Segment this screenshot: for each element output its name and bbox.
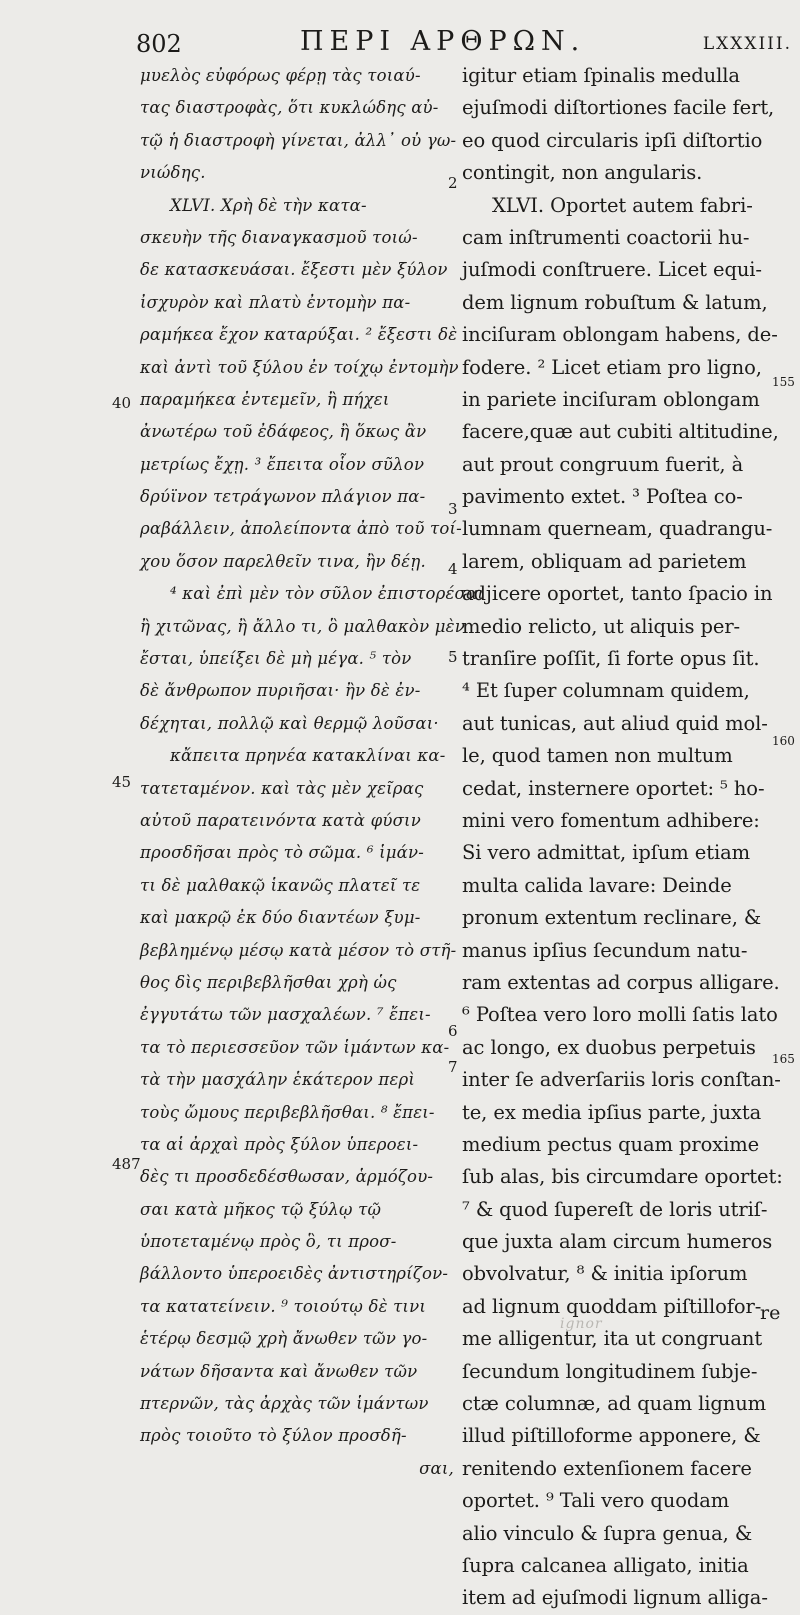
latin-line: cedat, insternere oportet: ⁵ ho-	[462, 776, 765, 800]
latin-line: juſmodi conſtruere. Licet equi-	[462, 258, 762, 282]
latin-line: igitur etiam ſpinalis medulla	[462, 64, 740, 87]
greek-line: ἀνωτέρω τοῦ ἐδάφεος, ἢ ὅκως ἂν	[140, 422, 427, 442]
latin-line: multa calida lavare: Deinde	[462, 873, 732, 897]
latin-line: renitendo extenſionem facere	[462, 1456, 752, 1480]
latin-column	[462, 60, 783, 1615]
gutter-note-number: 4	[448, 560, 458, 578]
greek-line: ραμήκεα ἔχον καταρύξαι. ² ἔξεστι δὲ	[140, 325, 458, 345]
greek-line: χου ὅσον παρελθεῖν τινα, ἢν δέῃ.	[140, 551, 426, 571]
latin-line: medium pectus quam proxime	[462, 1132, 760, 1156]
catchword: re	[760, 1302, 781, 1324]
latin-line: larem, obliquam ad parietem	[462, 549, 747, 573]
greek-line: δε κατασκευάσαι. ἔξεστι μὲν ξύλον	[140, 260, 448, 280]
greek-line: μυελὸς εὐφόρως φέρῃ τὰς τοιαύ-	[140, 66, 421, 85]
latin-line: oportet. ⁹ Tali vero quodam	[462, 1489, 730, 1513]
greek-line: βεβλημένῳ μέσῳ κατὰ μέσον τὸ στῆ-	[140, 940, 457, 960]
greek-line: τα τὸ περιεσσεῦον τῶν ἱμάντων κα-	[140, 1037, 450, 1057]
greek-line: τας διαστροφὰς, ὅτι κυκλώδης αὐ-	[140, 98, 439, 118]
latin-line: item ad ejuſmodi lignum alliga-	[462, 1586, 768, 1610]
latin-line: tranſire poſſit, ſi forte opus ſit.	[462, 647, 760, 671]
greek-line: ὑποτεταμένῳ πρὸς ὃ, τι προσ-	[140, 1232, 397, 1252]
latin-line: ſecundum longitudinem ſubje-	[462, 1359, 758, 1383]
latin-line: ⁴ Et ſuper columnam quidem,	[462, 679, 750, 703]
greek-line: καὶ μακρῷ ἐκ δύο διαντέων ξυμ-	[140, 908, 421, 928]
latin-line: fodere. ² Licet etiam pro ligno,	[462, 355, 762, 379]
greek-line: τα αἱ ἀρχαὶ πρὸς ξύλον ὑπεροει-	[140, 1134, 419, 1154]
latin-line: alio vinculo & ſupra genua, &	[462, 1521, 753, 1545]
greek-line: ἐγγυτάτω τῶν μασχαλέων. ⁷ ἔπει-	[140, 1005, 431, 1025]
greek-column	[140, 60, 485, 1485]
latin-line: lumnam querneam, quadrangu-	[462, 517, 773, 541]
greek-line: ἢ χιτῶνας, ἢ ἄλλο τι, ὃ μαλθακὸν μὲν	[140, 616, 465, 636]
latin-line: in pariete inciſuram oblongam	[462, 387, 760, 411]
section-label: LXXXIII.	[702, 34, 792, 54]
bleed-through-text: ignor	[560, 1316, 603, 1332]
greek-line: ἰσχυρὸν καὶ πλατὺ ἐντομὴν πα-	[140, 292, 411, 312]
greek-line: θος δὶς περιβεβλῆσθαι χρὴ ὡς	[140, 972, 397, 992]
latin-line: eo quod circularis ipſi diſtortio	[462, 128, 763, 152]
greek-line: σαι κατὰ μῆκος τῷ ξύλῳ τῷ	[140, 1199, 382, 1219]
latin-line: te, ex media ipſius parte, juxta	[462, 1100, 762, 1124]
latin-line: ctæ columnæ, ad quam lignum	[462, 1392, 767, 1416]
latin-line: pronum extentum reclinare, &	[462, 906, 762, 930]
latin-line-number: 155	[772, 375, 795, 389]
latin-line: inciſuram oblongam habens, de-	[462, 323, 778, 347]
greek-line: δὲς τι προσδεδέσθωσαν, ἁρμόζου-	[140, 1167, 434, 1187]
latin-line: inter ſe adverſariis loris conſtan-	[462, 1068, 781, 1092]
latin-line: ſub alas, bis circumdare oportet:	[462, 1165, 783, 1189]
greek-line: ἑτέρῳ δεσμῷ χρὴ ἄνωθεν τῶν γο-	[140, 1329, 428, 1349]
greek-line-number: 45	[112, 773, 132, 791]
greek-line: προσδῆσαι πρὸς τὸ σῶμα. ⁶ ἱμάν-	[140, 843, 425, 863]
greek-line: σαι,	[419, 1458, 454, 1478]
latin-line: ac longo, ex duobus perpetuis	[462, 1035, 756, 1059]
latin-line-number: 165	[772, 1052, 795, 1066]
latin-line: adjicere oportet, tanto ſpacio in	[462, 582, 773, 606]
latin-line: pavimento extet. ³ Poſtea co-	[462, 485, 743, 509]
greek-line-number: 40	[112, 394, 132, 412]
latin-line: ſupra calcanea alligato, initia	[462, 1553, 749, 1577]
greek-line-number: 487	[112, 1155, 141, 1173]
latin-line: mini vero fomentum adhibere:	[462, 808, 760, 832]
latin-line: facere,quæ aut cubiti altitudine,	[462, 420, 779, 444]
latin-line: ram extentas ad corpus alligare.	[462, 970, 780, 994]
greek-line: ἔσται, ὑπείξει δὲ μὴ μέγα. ⁵ τὸν	[140, 649, 412, 669]
gutter-note-number: 2	[448, 174, 458, 192]
greek-line: αὐτοῦ παρατεινόντα κατὰ φύσιν	[140, 810, 421, 830]
latin-line: obvolvatur, ⁸ & initia ipſorum	[462, 1262, 748, 1286]
greek-line: δὲ ἄνθρωπον πυριῆσαι· ἢν δὲ ἐν-	[140, 681, 421, 701]
greek-line: νιώδης.	[140, 163, 206, 183]
greek-line: πτερνῶν, τὰς ἀρχὰς τῶν ἱμάντων	[140, 1394, 429, 1414]
latin-section-heading: XLVI. Oportet autem fabri-	[492, 193, 753, 217]
gutter-note-number: 7	[448, 1058, 458, 1076]
latin-line: illud piſtilloforme apponere, &	[462, 1424, 761, 1448]
latin-line: ejuſmodi diſtortiones facile fert,	[462, 96, 775, 120]
latin-line: que juxta alam circum humeros	[462, 1230, 773, 1254]
greek-line: δέχηται, πολλῷ καὶ θερμῷ λοῦσαι·	[140, 713, 439, 733]
latin-line: aut tunicas, aut aliud quid mol-	[462, 711, 768, 735]
latin-line: ⁷ & quod ſupereſt de loris utriſ-	[462, 1197, 768, 1221]
latin-line: le, quod tamen non multum	[462, 744, 733, 768]
page-header	[0, 14, 800, 64]
greek-line: τὰ τὴν μασχάλην ἑκάτερον περὶ	[140, 1070, 416, 1090]
greek-line: καὶ ἀντὶ τοῦ ξύλου ἐν τοίχῳ ἐντομὴν	[140, 357, 459, 377]
greek-line: τατεταμένον. καὶ τὰς μὲν χεῖρας	[140, 778, 424, 798]
greek-line: πρὸς τοιοῦτο τὸ ξύλον προσδῆ-	[140, 1426, 407, 1446]
greek-line: τι δὲ μαλθακῷ ἱκανῶς πλατεῖ τε	[140, 875, 421, 895]
greek-line: ⁴ καὶ ἐπὶ μὲν τὸν σῦλον ἐπιστορέσαι	[170, 584, 485, 604]
greek-line: ραβάλλειν, ἀπολείποντα ἀπὸ τοῦ τοί-	[140, 519, 462, 539]
greek-line: βάλλοντο ὑπεροειδὲς ἀντιστηρίζον-	[140, 1264, 449, 1284]
page-number: 802	[136, 30, 182, 58]
greek-line: νάτων δῆσαντα καὶ ἄνωθεν τῶν	[140, 1361, 418, 1381]
latin-line: manus ipſius ſecundum natu-	[462, 938, 748, 962]
greek-line: κἄπειτα πρηνέα κατακλίναι κα-	[170, 746, 446, 766]
latin-line: ⁶ Poſtea vero loro molli ſatis lato	[462, 1003, 778, 1027]
running-title: ΠΕΡΙ ΑΡΘΡΩΝ.	[300, 26, 586, 57]
greek-line: μετρίως ἔχῃ. ³ ἔπειτα οἷον σῦλον	[140, 454, 425, 474]
latin-line: me alligentur, ita ut congruant	[462, 1327, 763, 1351]
latin-line: medio relicto, ut aliquis per-	[462, 614, 741, 638]
latin-line: dem lignum robuſtum & latum,	[462, 290, 768, 314]
greek-section-heading: XLVI. Χρὴ δὲ τὴν κατα-	[170, 195, 367, 215]
latin-line: ad lignum quoddam piſtillofor-	[462, 1294, 762, 1318]
latin-line: cam inſtrumenti coactorii hu-	[462, 225, 750, 249]
greek-line: τῷ ἡ διαστροφὴ γίνεται, ἀλλ᾽ οὐ γω-	[140, 130, 457, 150]
greek-line: δρύϊνον τετράγωνον πλάγιον πα-	[140, 487, 426, 507]
latin-line: contingit, non angularis.	[462, 161, 703, 185]
greek-line: τα κατατείνειν. ⁹ τοιούτῳ δὲ τινι	[140, 1296, 426, 1316]
latin-line-number: 160	[772, 734, 795, 748]
gutter-note-number: 5	[448, 648, 458, 666]
gutter-note-number: 3	[448, 500, 458, 518]
greek-line: σκευὴν τῆς διαναγκασμοῦ τοιώ-	[140, 227, 418, 247]
greek-line: παραμήκεα ἐντεμεῖν, ἢ πήχει	[140, 389, 390, 409]
greek-line: τοὺς ὤμους περιβεβλῆσθαι. ⁸ ἔπει-	[140, 1102, 435, 1122]
latin-line: aut prout congruum fuerit, à	[462, 452, 744, 476]
latin-line: Si vero admittat, ipſum etiam	[462, 841, 750, 865]
gutter-note-number: 6	[448, 1022, 458, 1040]
